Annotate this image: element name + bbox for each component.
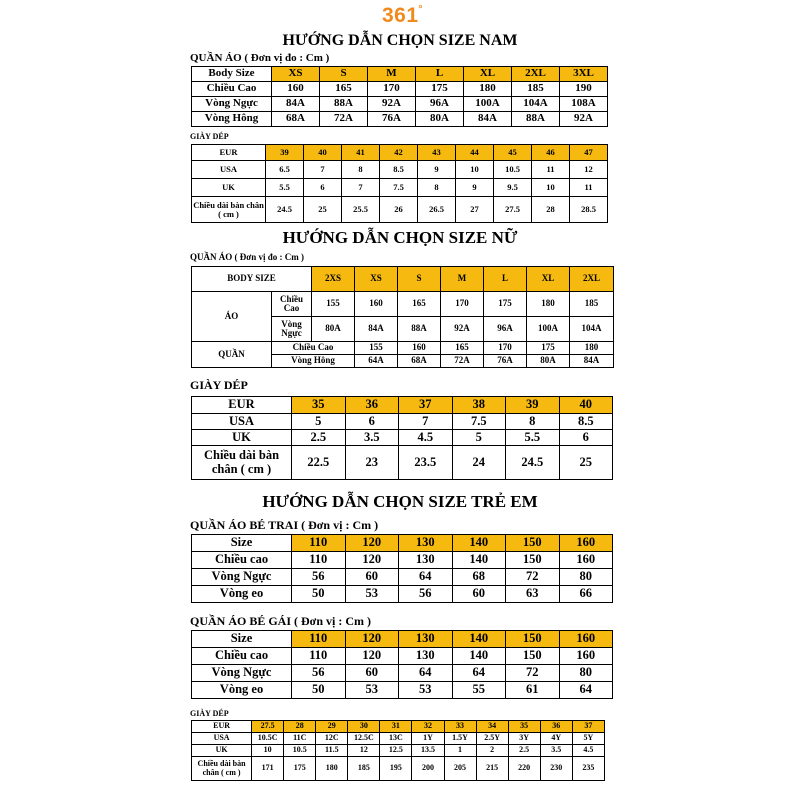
table-cell: 64A [355,355,398,368]
table-cell: 56 [292,665,346,682]
table-cell: 11.5 [316,745,348,757]
size-header-cell: 28 [284,721,316,733]
row-label: Vòng Ngực [192,569,292,586]
table-cell: 84A [570,355,614,368]
row-label: USA [192,414,292,430]
size-header-cell: 36 [540,721,572,733]
table-cell: 235 [572,757,604,781]
size-header-cell: 130 [399,631,453,648]
size-header-cell: 32 [412,721,444,733]
table-cell: 140 [452,648,506,665]
table-cell: 108A [560,97,608,112]
size-header-cell: 150 [506,631,560,648]
header-row [192,267,614,292]
table-cell: 180 [464,82,512,97]
size-header-cell: 160 [559,535,613,552]
size-header-cell: M [368,67,416,82]
table-row [192,552,613,569]
table-cell: 220 [508,757,540,781]
table-cell: 6 [304,179,342,197]
table-row [192,112,608,127]
table-cell: 64 [399,665,453,682]
table-cell: 170 [484,342,527,355]
table-row [192,97,608,112]
row-label: UK [192,430,292,446]
table-cell: 64 [559,682,613,699]
table-cell: 25 [304,197,342,223]
women-shoes-table [191,396,613,480]
table-cell: 110 [292,552,346,569]
table-cell: 230 [540,757,572,781]
table-cell: 120 [345,552,399,569]
header-row [192,535,613,552]
size-header-cell: S [320,67,368,82]
table-cell: 100A [527,317,570,342]
size-header-cell: 120 [345,535,399,552]
table-cell: 104A [570,317,614,342]
table-cell: 7 [304,161,342,179]
table-cell: 180 [570,342,614,355]
table-cell: 11 [532,161,570,179]
girls-clothes-label: QUẦN ÁO BÉ GÁI ( Đơn vị : Cm ) [190,614,371,628]
table-cell: 5.5 [506,430,560,446]
size-header-cell: 46 [532,145,570,161]
size-header-cell: 34 [476,721,508,733]
table-cell: 64 [452,665,506,682]
table-cell: 7.5 [380,179,418,197]
table-cell: 88A [320,97,368,112]
group-label: ÁO [192,292,272,342]
table-cell: 4.5 [572,745,604,757]
size-header-cell: 30 [348,721,380,733]
row-label: EUR [192,721,252,733]
size-header-cell: 3XL [560,67,608,82]
table-cell: 10 [456,161,494,179]
men-shoes-table [191,144,608,223]
table-cell: 104A [512,97,560,112]
row-label: Chiều dài bàn chân ( cm ) [192,197,266,223]
table-cell: 80 [559,665,613,682]
table-cell: 68A [398,355,441,368]
table-row [192,292,614,317]
table-cell: 1.5Y [444,733,476,745]
table-cell: 10 [532,179,570,197]
table-cell: 84A [355,317,398,342]
size-header-cell: 45 [494,145,532,161]
table-cell: 190 [560,82,608,97]
size-header-cell: 36 [345,397,399,414]
table-cell: 175 [416,82,464,97]
table-cell: 171 [252,757,284,781]
boys-clothes-table [191,534,613,603]
table-cell: 100A [464,97,512,112]
table-cell: 80 [559,569,613,586]
row-label: Chiều cao [192,552,292,569]
table-cell: 170 [441,292,484,317]
table-cell: 92A [441,317,484,342]
size-header-cell: 33 [444,721,476,733]
table-cell: 110 [292,648,346,665]
table-cell: 92A [560,112,608,127]
table-cell: 88A [398,317,441,342]
row-label: Chiều Cao [272,292,312,317]
table-row [192,197,608,223]
table-cell: 50 [292,586,346,603]
table-cell: 8.5 [559,414,613,430]
row-label: USA [192,733,252,745]
table-cell: 1Y [412,733,444,745]
row-label: Vòng eo [192,682,292,699]
table-cell: 84A [272,97,320,112]
table-cell: 175 [484,292,527,317]
table-cell: 2.5 [292,430,346,446]
men-clothes-table [191,66,608,127]
table-cell: 6 [559,430,613,446]
table-cell: 13.5 [412,745,444,757]
table-cell: 130 [399,648,453,665]
table-cell: 11C [284,733,316,745]
men-shoes-label: GIÀY DÉP [190,132,229,141]
table-cell: 28.5 [570,197,608,223]
table-cell: 1 [444,745,476,757]
table-cell: 2.5 [508,745,540,757]
girls-clothes-table [191,630,613,699]
table-cell: 80A [312,317,355,342]
row-label: Body Size [192,67,272,82]
table-cell: 53 [345,682,399,699]
table-cell: 160 [398,342,441,355]
size-header-cell: 140 [452,631,506,648]
row-label: Chiều dài bàn chân ( cm ) [192,757,252,781]
table-cell: 60 [345,665,399,682]
table-cell: 10.5C [252,733,284,745]
table-cell: 140 [452,552,506,569]
table-cell: 5.5 [266,179,304,197]
table-cell: 24.5 [266,197,304,223]
table-cell: 205 [444,757,476,781]
size-header-cell: 110 [292,535,346,552]
men-clothes-label: QUẦN ÁO ( Đơn vị đo : Cm ) [190,52,330,64]
row-label: Size [192,631,292,648]
table-cell: 180 [527,292,570,317]
table-cell: 28 [532,197,570,223]
table-cell: 5 [452,430,506,446]
table-cell: 9 [456,179,494,197]
size-header-cell: M [441,267,484,292]
size-header-cell: 41 [342,145,380,161]
table-cell: 7.5 [452,414,506,430]
row-label: Vòng Hông [272,355,355,368]
table-row [192,342,614,355]
table-cell: 6 [345,414,399,430]
table-row [192,82,608,97]
table-cell: 9 [418,161,456,179]
header-row [192,397,613,414]
table-row [192,161,608,179]
table-cell: 160 [355,292,398,317]
table-cell: 185 [348,757,380,781]
table-cell: 22.5 [292,446,346,480]
row-label: Chiều dài bàn chân ( cm ) [192,446,292,480]
size-header-cell: 2XL [512,67,560,82]
row-label: Chiều Cao [272,342,355,355]
size-header-cell: 39 [266,145,304,161]
table-cell: 130 [399,552,453,569]
table-cell: 12 [348,745,380,757]
size-header-cell: 27.5 [252,721,284,733]
size-header-cell: 40 [304,145,342,161]
size-header-cell: L [484,267,527,292]
size-header-cell: 140 [452,535,506,552]
table-cell: 11 [570,179,608,197]
table-cell: 5 [292,414,346,430]
row-label: UK [192,745,252,757]
row-label: USA [192,161,266,179]
men-title: HƯỚNG DẪN CHỌN SIZE NAM [282,32,518,49]
size-header-cell: 160 [559,631,613,648]
table-row [192,745,605,757]
group-label: QUẦN [192,342,272,368]
table-cell: 10.5 [284,745,316,757]
row-label: UK [192,179,266,197]
size-header-cell: 43 [418,145,456,161]
table-cell: 9.5 [494,179,532,197]
table-cell: 61 [506,682,560,699]
table-cell: 12.5 [380,745,412,757]
table-cell: 72 [506,665,560,682]
table-cell: 150 [506,552,560,569]
table-cell: 7 [399,414,453,430]
kids-shoes-table [191,720,605,781]
table-cell: 56 [292,569,346,586]
row-label: BODY SIZE [192,267,312,292]
table-cell: 72A [320,112,368,127]
women-clothes-label: QUẦN ÁO ( Đơn vị đo : Cm ) [190,252,304,262]
table-row [192,586,613,603]
table-cell: 8 [418,179,456,197]
table-cell: 25 [559,446,613,480]
table-cell: 2 [476,745,508,757]
table-cell: 76A [484,355,527,368]
table-row [192,446,613,480]
row-label: Vòng Ngực [192,97,272,112]
table-cell: 72A [441,355,484,368]
size-header-cell: 37 [572,721,604,733]
size-header-cell: 47 [570,145,608,161]
size-header-cell: 120 [345,631,399,648]
table-cell: 26 [380,197,418,223]
table-cell: 195 [380,757,412,781]
table-cell: 4.5 [399,430,453,446]
table-cell: 175 [284,757,316,781]
table-cell: 175 [527,342,570,355]
table-cell: 160 [272,82,320,97]
table-cell: 170 [368,82,416,97]
size-header-cell: XS [272,67,320,82]
table-cell: 88A [512,112,560,127]
size-header-cell: 38 [452,397,506,414]
table-row [192,414,613,430]
table-cell: 27 [456,197,494,223]
table-cell: 23.5 [399,446,453,480]
table-cell: 72 [506,569,560,586]
row-label: Vòng Ngực [272,317,312,342]
size-header-cell: 39 [506,397,560,414]
size-header-cell: 29 [316,721,348,733]
table-cell: 5Y [572,733,604,745]
size-header-cell: 2XS [312,267,355,292]
table-cell: 3.5 [540,745,572,757]
table-cell: 165 [398,292,441,317]
table-cell: 60 [345,569,399,586]
table-cell: 160 [559,648,613,665]
table-cell: 66 [559,586,613,603]
table-cell: 6.5 [266,161,304,179]
table-row [192,569,613,586]
table-cell: 155 [312,292,355,317]
table-cell: 26.5 [418,197,456,223]
table-cell: 60 [452,586,506,603]
size-header-cell: 150 [506,535,560,552]
kids-title: HƯỚNG DẪN CHỌN SIZE TRẺ EM [262,492,538,511]
size-header-cell: 110 [292,631,346,648]
row-label: Vòng Ngực [192,665,292,682]
table-cell: 80A [527,355,570,368]
table-cell: 56 [399,586,453,603]
table-cell: 155 [355,342,398,355]
table-row [192,682,613,699]
table-cell: 180 [316,757,348,781]
table-cell: 64 [399,569,453,586]
table-row [192,648,613,665]
table-cell: 96A [484,317,527,342]
row-label: Size [192,535,292,552]
women-shoes-label: GIÀY DÉP [190,378,248,392]
size-header-cell: XL [464,67,512,82]
row-label: Chiều Cao [192,82,272,97]
table-cell: 185 [512,82,560,97]
table-cell: 2.5Y [476,733,508,745]
table-cell: 96A [416,97,464,112]
table-cell: 160 [559,552,613,569]
row-label: Vòng Hông [192,112,272,127]
table-cell: 84A [464,112,512,127]
table-cell: 3.5 [345,430,399,446]
table-cell: 165 [441,342,484,355]
boys-clothes-label: QUẦN ÁO BÉ TRAI ( Đơn vị : Cm ) [190,518,379,532]
table-cell: 215 [476,757,508,781]
table-cell: 12 [570,161,608,179]
size-header-cell: XL [527,267,570,292]
table-row [192,430,613,446]
table-row [192,733,605,745]
size-header-cell: 35 [508,721,540,733]
table-cell: 23 [345,446,399,480]
table-cell: 10 [252,745,284,757]
size-header-cell: XS [355,267,398,292]
brand-logo-text: 361 [382,4,419,27]
table-cell: 200 [412,757,444,781]
row-label: Vòng eo [192,586,292,603]
table-row [192,179,608,197]
row-label: EUR [192,397,292,414]
table-cell: 7 [342,179,380,197]
table-cell: 4Y [540,733,572,745]
brand-logo [382,4,423,28]
table-cell: 27.5 [494,197,532,223]
table-cell: 68 [452,569,506,586]
size-header-cell: L [416,67,464,82]
table-cell: 92A [368,97,416,112]
table-cell: 24.5 [506,446,560,480]
header-row [192,721,605,733]
table-cell: 150 [506,648,560,665]
table-cell: 13C [380,733,412,745]
size-header-cell: 2XL [570,267,614,292]
size-header-cell: 35 [292,397,346,414]
size-header-cell: S [398,267,441,292]
size-header-cell: 130 [399,535,453,552]
table-cell: 80A [416,112,464,127]
table-cell: 25.5 [342,197,380,223]
size-header-cell: 44 [456,145,494,161]
degree-symbol: ° [418,4,424,15]
table-cell: 12C [316,733,348,745]
table-cell: 8 [506,414,560,430]
header-row [192,145,608,161]
table-cell: 76A [368,112,416,127]
table-cell: 8 [342,161,380,179]
size-header-cell: 42 [380,145,418,161]
women-title: HƯỚNG DẪN CHỌN SIZE NỮ [282,228,518,247]
size-header-cell: 40 [559,397,613,414]
table-cell: 185 [570,292,614,317]
header-row [192,67,608,82]
table-cell: 165 [320,82,368,97]
table-cell: 8.5 [380,161,418,179]
header-row [192,631,613,648]
table-row [192,665,613,682]
table-cell: 53 [345,586,399,603]
table-cell: 12.5C [348,733,380,745]
row-label: Chiều cao [192,648,292,665]
table-cell: 55 [452,682,506,699]
table-cell: 24 [452,446,506,480]
table-cell: 120 [345,648,399,665]
table-cell: 53 [399,682,453,699]
women-clothes-table [191,266,614,368]
size-header-cell: 37 [399,397,453,414]
table-cell: 63 [506,586,560,603]
size-header-cell: 31 [380,721,412,733]
table-cell: 3Y [508,733,540,745]
kids-shoes-label: GIÀY DÉP [190,709,229,718]
row-label: EUR [192,145,266,161]
table-cell: 50 [292,682,346,699]
table-cell: 68A [272,112,320,127]
table-row [192,757,605,781]
table-cell: 10.5 [494,161,532,179]
